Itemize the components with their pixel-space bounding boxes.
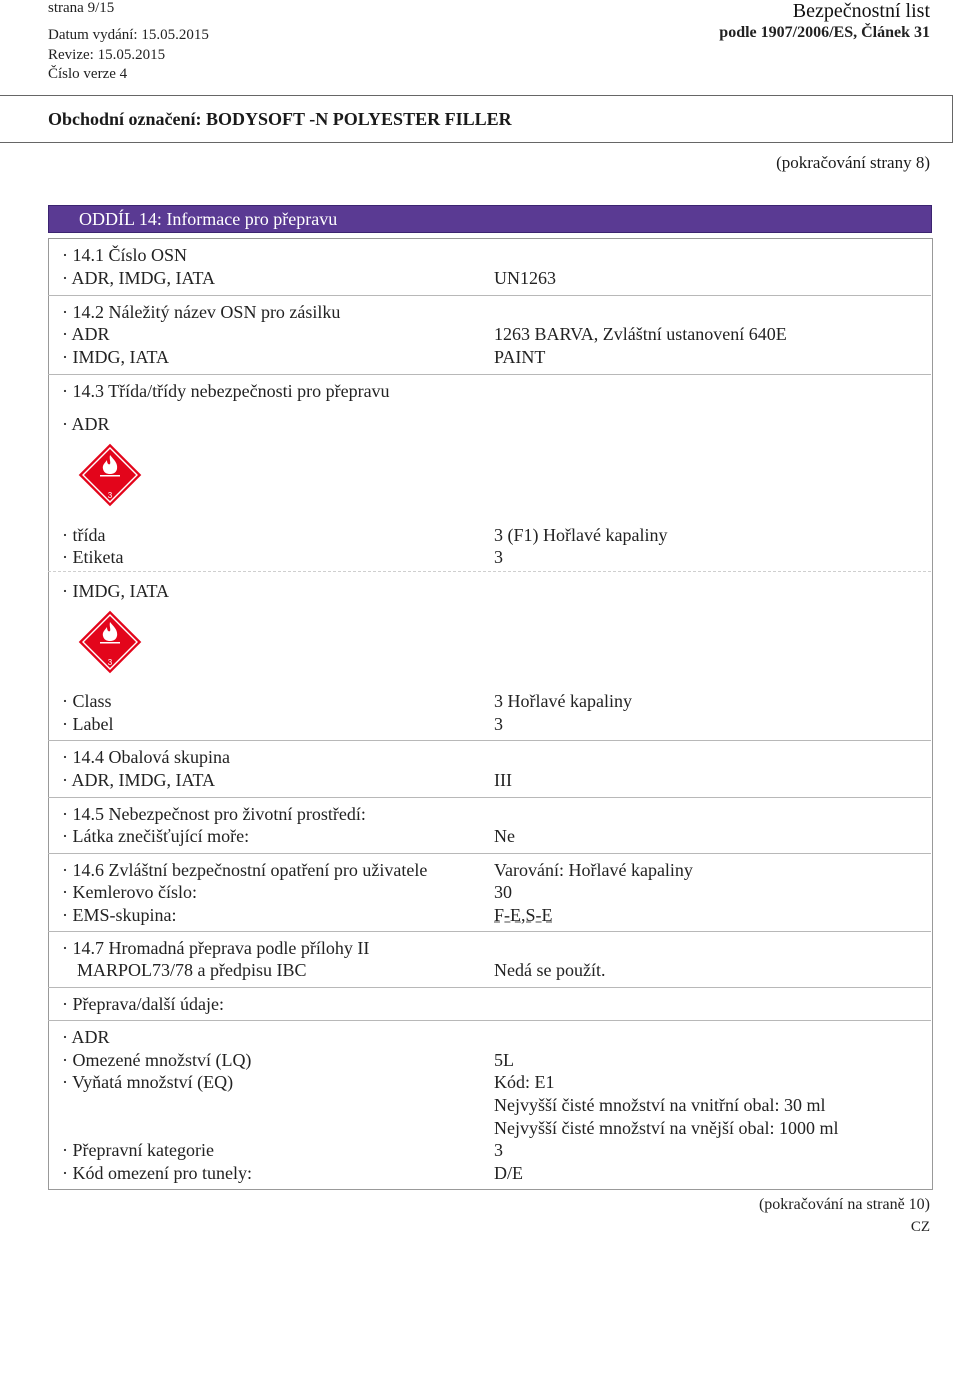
continued-on: (pokračování na straně 10) xyxy=(758,1196,930,1213)
additional-adr-label: · ADR xyxy=(62,1027,110,1047)
divider xyxy=(48,374,931,375)
imdg-label-label: · Label xyxy=(62,714,114,734)
limited-quantity-value: 5L xyxy=(494,1050,514,1070)
divider xyxy=(48,797,931,798)
un-number-label: · ADR, IMDG, IATA xyxy=(62,268,216,288)
packing-group-heading: · 14.4 Obalová skupina xyxy=(62,747,230,767)
limited-quantity-label: · Omezené množství (LQ) xyxy=(62,1050,252,1070)
un-number-heading: · 14.1 Číslo OSN xyxy=(62,245,188,265)
adr-class-label: · třída xyxy=(62,525,106,545)
section-14-header xyxy=(48,205,932,233)
document-title: Bezpečnostní list xyxy=(792,0,930,22)
flammable-liquid-pictogram-icon xyxy=(77,609,143,675)
pictogram-class-number: 3 xyxy=(107,491,113,500)
transport-category-value: 3 xyxy=(494,1140,503,1160)
divider xyxy=(48,740,931,741)
revision-date: Revize: 15.05.2015 xyxy=(48,47,166,63)
continued-from: (pokračování strany 8) xyxy=(776,153,930,172)
packing-group-label: · ADR, IMDG, IATA xyxy=(62,770,216,790)
adr-class-value: 3 (F1) Hořlavé kapaliny xyxy=(494,525,668,545)
imdg-label-value: 3 xyxy=(494,714,503,734)
excepted-quantity-code: Kód: E1 xyxy=(494,1072,555,1092)
imdg-class-value: 3 Hořlavé kapaliny xyxy=(494,691,632,711)
section-14-title: ODDÍL 14: Informace pro přepravu xyxy=(79,209,338,229)
bulk-transport-heading: · 14.7 Hromadná přeprava podle přílohy II xyxy=(62,938,370,958)
hazard-class-adr-label: · ADR xyxy=(62,414,110,434)
tunnel-code-value: D/E xyxy=(494,1163,523,1183)
bulk-transport-heading-cont: MARPOL73/78 a předpisu IBC xyxy=(77,960,307,980)
kemler-number-value: 30 xyxy=(494,882,512,902)
shipping-name-adr-label: · ADR xyxy=(62,324,110,344)
imdg-class-label: · Class xyxy=(62,691,112,711)
shipping-name-heading: · 14.2 Náležitý název OSN pro zásilku xyxy=(62,302,341,322)
divider xyxy=(48,295,931,296)
divider xyxy=(48,987,931,988)
tunnel-code-label: · Kód omezení pro tunely: xyxy=(62,1163,252,1183)
marine-pollutant-label: · Látka znečišťující moře: xyxy=(62,826,250,846)
un-number-value: UN1263 xyxy=(494,268,556,288)
environment-hazard-heading: · 14.5 Nebezpečnost pro životní prostředí: xyxy=(62,804,366,824)
shipping-name-imdg-value: PAINT xyxy=(494,347,546,367)
language-code: CZ xyxy=(910,1219,930,1235)
adr-label-label: · Etiketa xyxy=(62,547,124,567)
bulk-transport-value: Nedá se použít. xyxy=(494,960,606,980)
ems-group-value: F-E,S-E xyxy=(494,905,553,925)
trade-name-box xyxy=(0,95,953,143)
adr-label-value: 3 xyxy=(494,547,503,567)
transport-additional-heading: · Přeprava/další údaje: xyxy=(62,994,224,1014)
kemler-number-label: · Kemlerovo číslo: xyxy=(62,882,197,902)
trade-name: Obchodní označení: BODYSOFT -N POLYESTER FILLER xyxy=(48,109,512,129)
hazard-class-imdg-label: · IMDG, IATA xyxy=(62,581,170,601)
divider xyxy=(48,1020,931,1021)
divider xyxy=(48,571,931,572)
pictogram-class-number: 3 xyxy=(107,658,113,667)
flammable-liquid-pictogram-icon xyxy=(77,442,143,508)
version-number: Číslo verze 4 xyxy=(48,66,128,82)
divider xyxy=(48,853,931,854)
page-number: strana 9/15 xyxy=(48,0,115,16)
excepted-quantity-label: · Vyňatá množství (EQ) xyxy=(62,1072,234,1092)
shipping-name-imdg-label: · IMDG, IATA xyxy=(62,347,170,367)
packing-group-value: III xyxy=(494,770,512,790)
issue-date: Datum vydání: 15.05.2015 xyxy=(48,27,209,43)
excepted-quantity-inner: Nejvyšší čisté množství na vnitřní obal: 30 ml xyxy=(494,1095,826,1115)
shipping-name-adr-value: 1263 BARVA, Zvláštní ustanovení 640E xyxy=(494,324,787,344)
transport-category-label: · Přepravní kategorie xyxy=(62,1140,214,1160)
ems-group-label: · EMS-skupina: xyxy=(62,905,177,925)
special-precautions-value: Varování: Hořlavé kapaliny xyxy=(494,860,693,880)
regulation-reference: podle 1907/2006/ES, Článek 31 xyxy=(719,24,930,41)
marine-pollutant-value: Ne xyxy=(494,826,515,846)
hazard-class-heading: · 14.3 Třída/třídy nebezpečnosti pro přepravu xyxy=(62,381,390,401)
special-precautions-heading: · 14.6 Zvláštní bezpečnostní opatření pro uživatele xyxy=(62,860,428,880)
excepted-quantity-outer: Nejvyšší čisté množství na vnější obal: 1000 ml xyxy=(494,1118,839,1138)
divider xyxy=(48,931,931,932)
